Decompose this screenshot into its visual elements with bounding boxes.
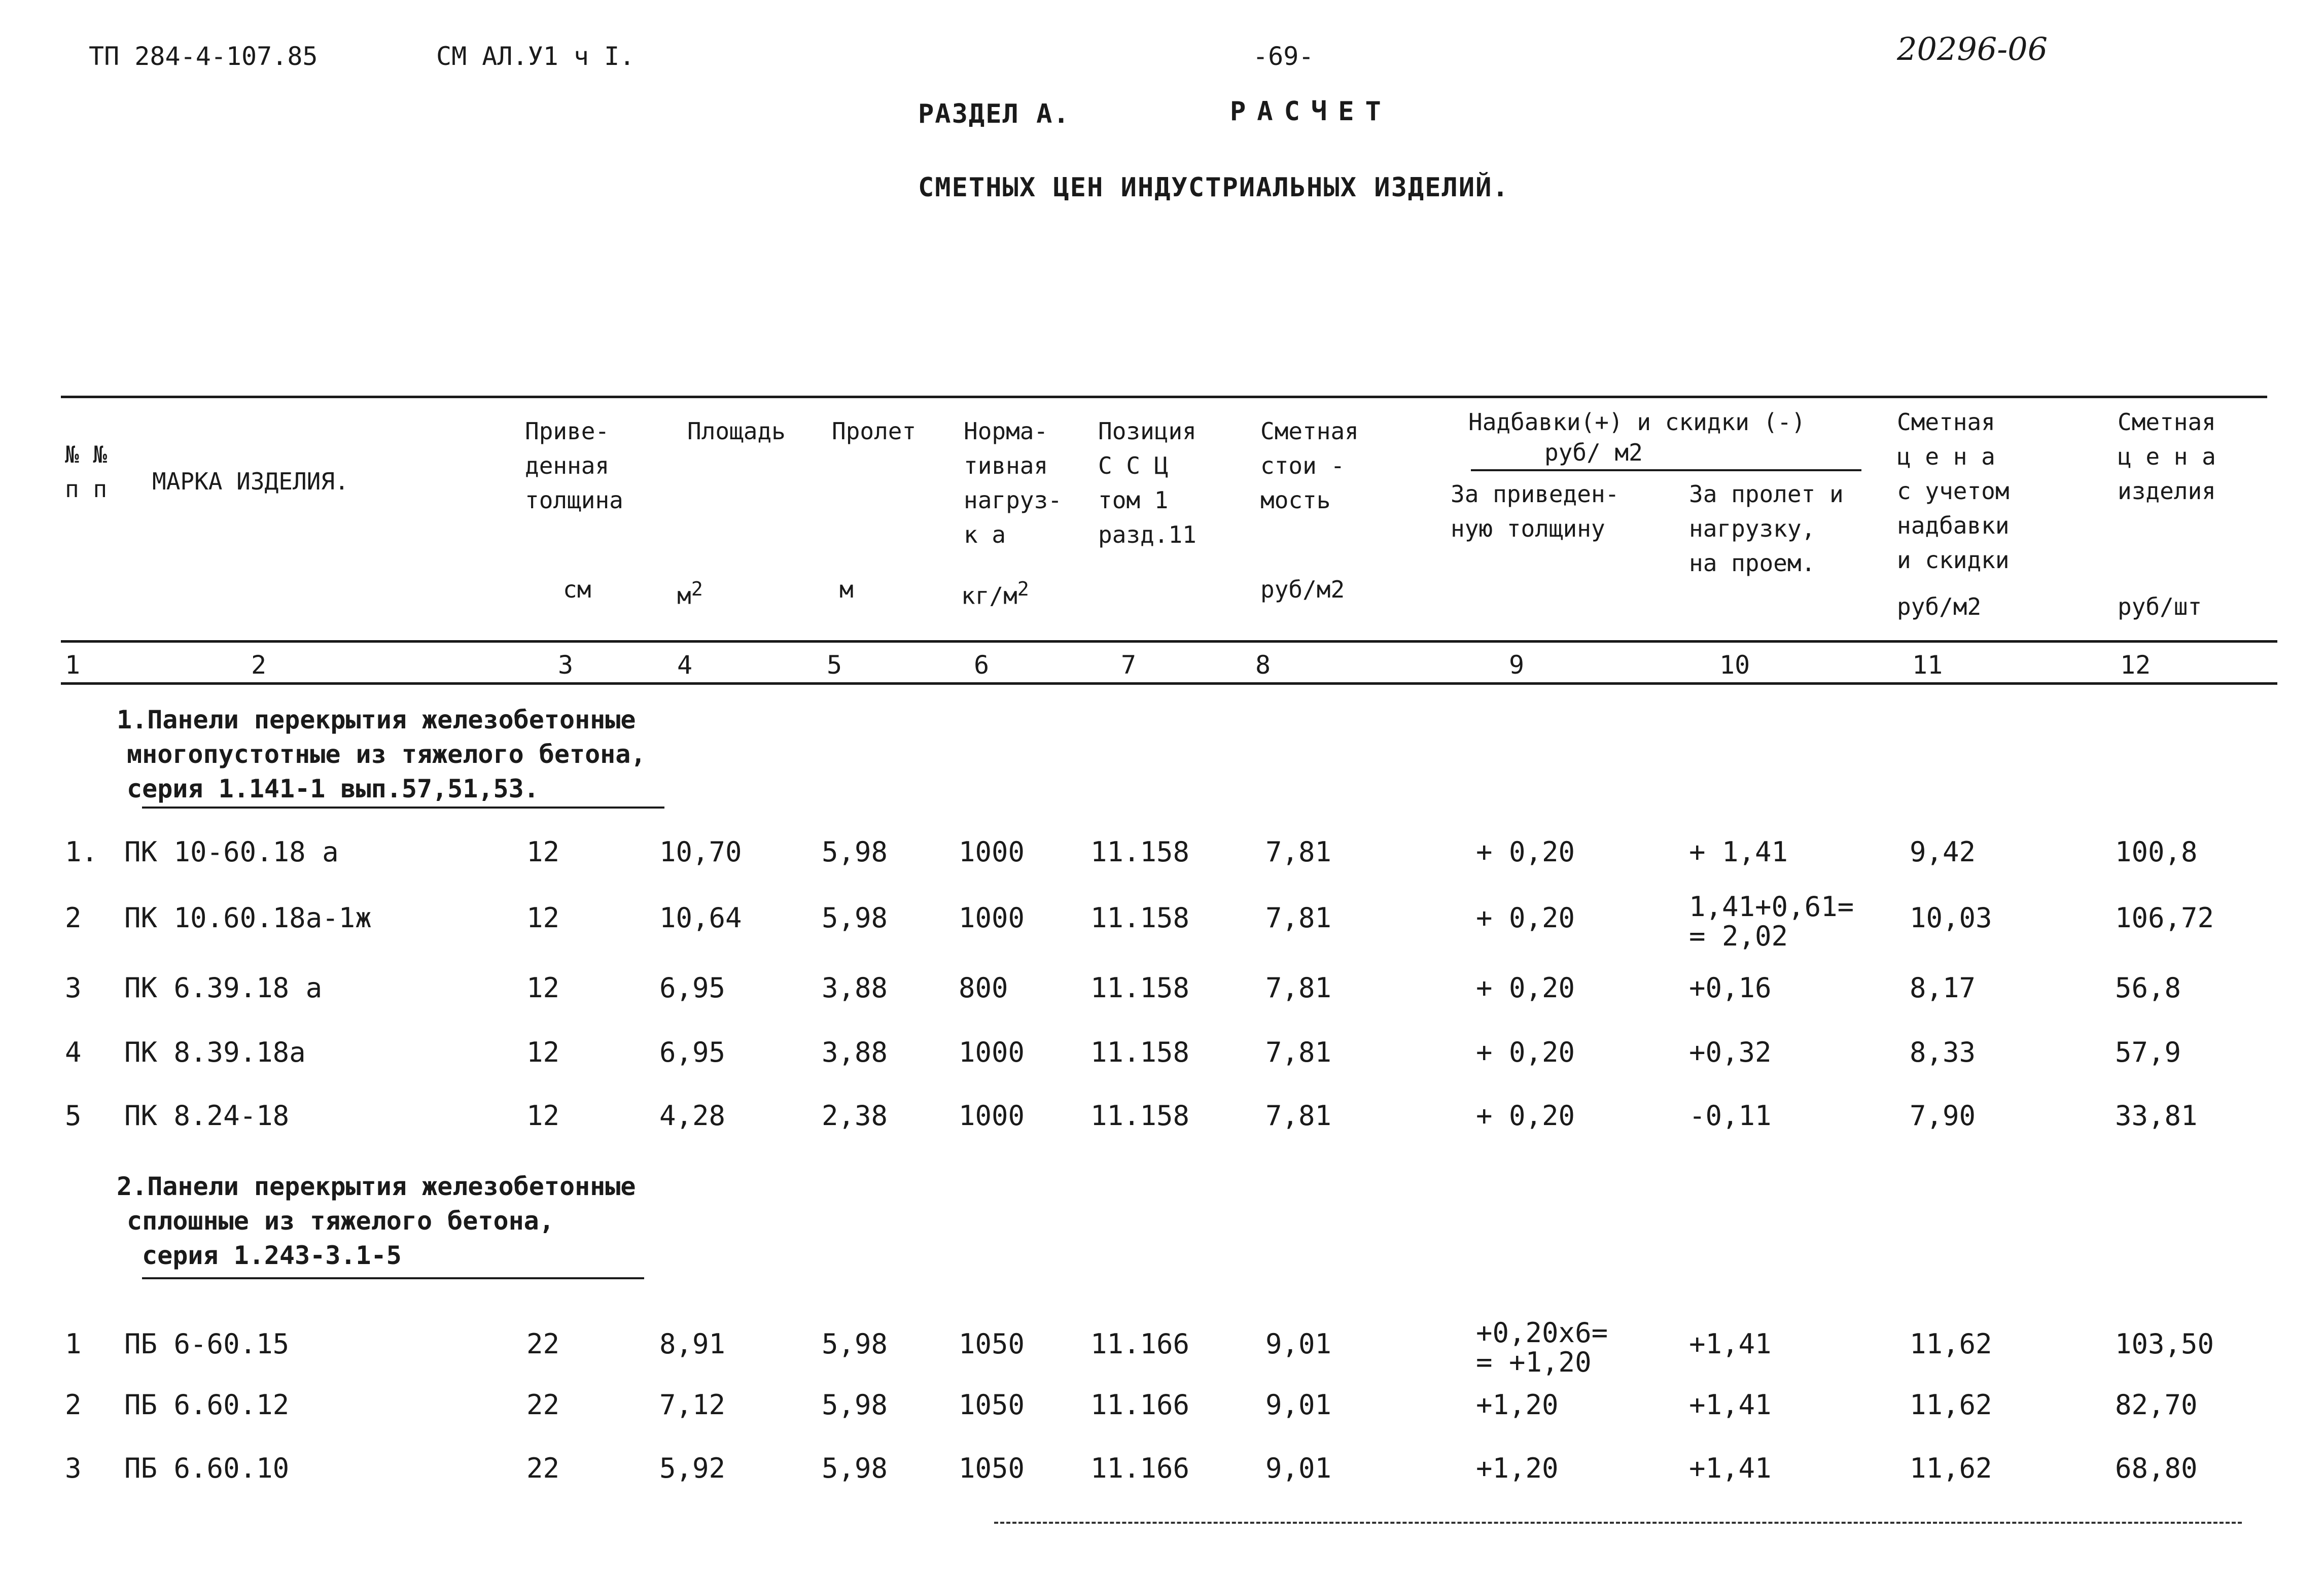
col-header-thickness: Приве- денная толщина <box>525 417 623 514</box>
album-code: СМ АЛ.У1 ч I. <box>436 42 635 71</box>
column-number: 8 <box>1255 650 1271 680</box>
cell-s-thick: + 0,20 <box>1476 972 1575 1004</box>
column-number: 4 <box>677 650 693 680</box>
cell-price-pc: 57,9 <box>2115 1036 2181 1068</box>
surcharge-group-rule <box>1471 469 1861 471</box>
cell-s-thick: + 0,20 <box>1476 836 1575 868</box>
col-header-mark: МАРКА ИЗДЕЛИЯ. <box>152 468 349 495</box>
cell-thick: 22 <box>526 1452 560 1484</box>
column-number: 2 <box>251 650 267 680</box>
col-unit-area: $м^2$ <box>677 578 703 610</box>
section-2-underline <box>142 1277 644 1279</box>
cell-s-span: +0,32 <box>1689 1036 1772 1068</box>
column-number: 6 <box>974 650 990 680</box>
title-word: РАСЧЕТ <box>1230 96 1392 127</box>
cell-thick: 12 <box>526 836 560 868</box>
column-number: 9 <box>1509 650 1525 680</box>
cell-thick: 22 <box>526 1328 560 1360</box>
cell-pos: 11.158 <box>1090 1100 1190 1132</box>
cell-pos: 11.166 <box>1090 1452 1190 1484</box>
cell-area: 5,92 <box>659 1452 726 1484</box>
cell-price-pc: 68,80 <box>2115 1452 2198 1484</box>
col-header-area: Площадь <box>687 417 786 445</box>
col-header-surcharge-thickness: За приведен- ную толщину <box>1451 480 1619 542</box>
cell-span: 5,98 <box>822 1452 888 1484</box>
cell-pos: 11.158 <box>1090 836 1190 868</box>
table-top-rule <box>61 396 2267 398</box>
doc-code: ТП 284-4-107.85 <box>89 42 318 71</box>
column-numbers-bottom-rule <box>61 682 2277 685</box>
cell-thick: 12 <box>526 972 560 1004</box>
cell-thick: 12 <box>526 902 560 934</box>
column-number: 10 <box>1719 650 1750 680</box>
cell-price-pc: 33,81 <box>2115 1100 2198 1132</box>
cell-mark: ПБ 6.60.10 <box>124 1452 290 1484</box>
cell-n: 2 <box>65 902 82 934</box>
bottom-dashed-rule <box>994 1522 2242 1524</box>
cell-mark: ПБ 6.60.12 <box>124 1389 290 1421</box>
cell-mark: ПК 8.39.18а <box>124 1036 306 1068</box>
cell-s-span: 1,41+0,61= <box>1689 891 1854 923</box>
cell-price-m2: 8,33 <box>1910 1036 1976 1068</box>
cell-n: 1 <box>65 1328 82 1360</box>
col-header-price-item: Сметная ц е н а изделия <box>2118 408 2216 505</box>
cell-area: 4,28 <box>659 1100 726 1132</box>
cell-price-m2: 11,62 <box>1910 1389 1992 1421</box>
cell-price-m2: 8,17 <box>1910 972 1976 1004</box>
cell-load: 1050 <box>959 1389 1025 1421</box>
cell-price-m2: 11,62 <box>1910 1452 1992 1484</box>
col-unit-price-adjusted: руб/м2 <box>1897 593 1982 620</box>
cell-s-thick: +0,20x6= <box>1476 1317 1608 1349</box>
col-unit-cost: руб/м2 <box>1260 576 1345 603</box>
section-1-title: 1.Панели перекрытия железобетонные многопустотные из тяжелого бетона, серия 1.141-1 вып.57,51,53. <box>117 705 646 803</box>
col-header-number: № № п п <box>65 441 108 503</box>
cell-s-thick: + 0,20 <box>1476 1036 1575 1068</box>
cell-cost: 7,81 <box>1265 902 1332 934</box>
cell-mark: ПК 6.39.18 а <box>124 972 323 1004</box>
cell-cost: 7,81 <box>1265 1100 1332 1132</box>
col-header-cost: Сметная стои - мость <box>1260 417 1359 514</box>
cell-area: 6,95 <box>659 1036 726 1068</box>
column-number: 7 <box>1121 650 1137 680</box>
col-header-price-adjusted: Сметная ц е н а с учетом надбавки и скидки <box>1897 408 2010 574</box>
cell-n: 5 <box>65 1100 82 1132</box>
cell-thick: 22 <box>526 1389 560 1421</box>
cell-price-pc: 103,50 <box>2115 1328 2214 1360</box>
cell-area: 10,70 <box>659 836 742 868</box>
section-2-title: 2.Панели перекрытия железобетонные сплошные из тяжелого бетона, серия 1.243-3.1-5 <box>117 1172 636 1270</box>
cell-s-span: -0,11 <box>1689 1100 1772 1132</box>
cell-price-m2: 7,90 <box>1910 1100 1976 1132</box>
cell-cost: 9,01 <box>1265 1452 1332 1484</box>
col-header-load: Норма- тивная нагруз- к а <box>964 417 1062 548</box>
cell-price-pc: 56,8 <box>2115 972 2181 1004</box>
column-number: 11 <box>1912 650 1943 680</box>
cell-load: 800 <box>959 972 1008 1004</box>
column-number: 3 <box>558 650 574 680</box>
cell-s-span: +1,41 <box>1689 1328 1772 1360</box>
cell-price-m2: 11,62 <box>1910 1328 1992 1360</box>
cell-s-thick: +1,20 <box>1476 1389 1559 1421</box>
cell-price-m2: 9,42 <box>1910 836 1976 868</box>
cell-cost: 9,01 <box>1265 1328 1332 1360</box>
cell-n: 4 <box>65 1036 82 1068</box>
cell-s-span: + 1,41 <box>1689 836 1788 868</box>
archive-number: 20296-06 <box>1897 30 2048 67</box>
cell-mark: ПБ 6-60.15 <box>124 1328 290 1360</box>
column-number: 1 <box>65 650 81 680</box>
cell-load: 1000 <box>959 1036 1025 1068</box>
cell-load: 1050 <box>959 1328 1025 1360</box>
col-unit-thickness: см <box>563 576 591 603</box>
cell-thick: 12 <box>526 1036 560 1068</box>
cell-load: 1050 <box>959 1452 1025 1484</box>
cell-price-pc: 106,72 <box>2115 902 2214 934</box>
cell-span: 2,38 <box>822 1100 888 1132</box>
section-label: РАЗДЕЛ А. <box>918 99 1070 129</box>
cell-load: 1000 <box>959 836 1025 868</box>
cell-area: 8,91 <box>659 1328 726 1360</box>
cell-s-span: +0,16 <box>1689 972 1772 1004</box>
cell-pos: 11.158 <box>1090 1036 1190 1068</box>
col-header-position: Позиция С С Ц том 1 разд.11 <box>1098 417 1196 548</box>
title-subtitle: СМЕТНЫХ ЦЕН ИНДУСТРИАЛЬНЫХ ИЗДЕЛИЙ. <box>918 172 1509 203</box>
column-number: 5 <box>827 650 842 680</box>
column-numbers-top-rule <box>61 640 2277 643</box>
cell-load: 1000 <box>959 1100 1025 1132</box>
cell-span: 5,98 <box>822 1328 888 1360</box>
cell-s-thick: + 0,20 <box>1476 1100 1575 1132</box>
cell-area: 10,64 <box>659 902 742 934</box>
cell-span: 3,88 <box>822 1036 888 1068</box>
cell-thick: 12 <box>526 1100 560 1132</box>
cell-s-thick: +1,20 <box>1476 1452 1559 1484</box>
cell-s-span: = 2,02 <box>1689 920 1788 952</box>
cell-s-span: +1,41 <box>1689 1452 1772 1484</box>
page-number: -69- <box>1253 42 1314 71</box>
cell-s-thick: + 0,20 <box>1476 902 1575 934</box>
cell-price-pc: 82,70 <box>2115 1389 2198 1421</box>
cell-s-thick: = +1,20 <box>1476 1346 1592 1378</box>
cell-n: 3 <box>65 972 82 1004</box>
cell-cost: 7,81 <box>1265 836 1332 868</box>
cell-area: 7,12 <box>659 1389 726 1421</box>
cell-n: 1. <box>65 836 98 868</box>
col-header-surcharge-span: За пролет и нагрузку, на проем. <box>1689 480 1844 577</box>
cell-mark: ПК 10-60.18 а <box>124 836 339 868</box>
cell-span: 5,98 <box>822 836 888 868</box>
cell-mark: ПК 10.60.18а-1ж <box>124 902 372 934</box>
cell-pos: 11.166 <box>1090 1328 1190 1360</box>
cell-price-pc: 100,8 <box>2115 836 2198 868</box>
cell-n: 2 <box>65 1389 82 1421</box>
cell-load: 1000 <box>959 902 1025 934</box>
column-number: 12 <box>2120 650 2151 680</box>
cell-pos: 11.166 <box>1090 1389 1190 1421</box>
cell-span: 5,98 <box>822 902 888 934</box>
cell-s-span: +1,41 <box>1689 1389 1772 1421</box>
col-unit-load: $кг/м^2$ <box>961 578 1029 610</box>
cell-span: 5,98 <box>822 1389 888 1421</box>
section-1-underline <box>142 807 664 809</box>
cell-cost: 7,81 <box>1265 972 1332 1004</box>
cell-area: 6,95 <box>659 972 726 1004</box>
cell-n: 3 <box>65 1452 82 1484</box>
cell-span: 3,88 <box>822 972 888 1004</box>
col-unit-price-item: руб/шт <box>2118 593 2202 620</box>
cell-mark: ПК 8.24-18 <box>124 1100 290 1132</box>
col-header-surcharge-group: Надбавки(+) и скидки (-) руб/ м2 <box>1468 408 1806 466</box>
cell-pos: 11.158 <box>1090 972 1190 1004</box>
col-unit-span: м <box>839 576 854 603</box>
col-header-span: Пролет <box>832 417 917 445</box>
cell-cost: 9,01 <box>1265 1389 1332 1421</box>
cell-pos: 11.158 <box>1090 902 1190 934</box>
cell-price-m2: 10,03 <box>1910 902 1992 934</box>
cell-cost: 7,81 <box>1265 1036 1332 1068</box>
